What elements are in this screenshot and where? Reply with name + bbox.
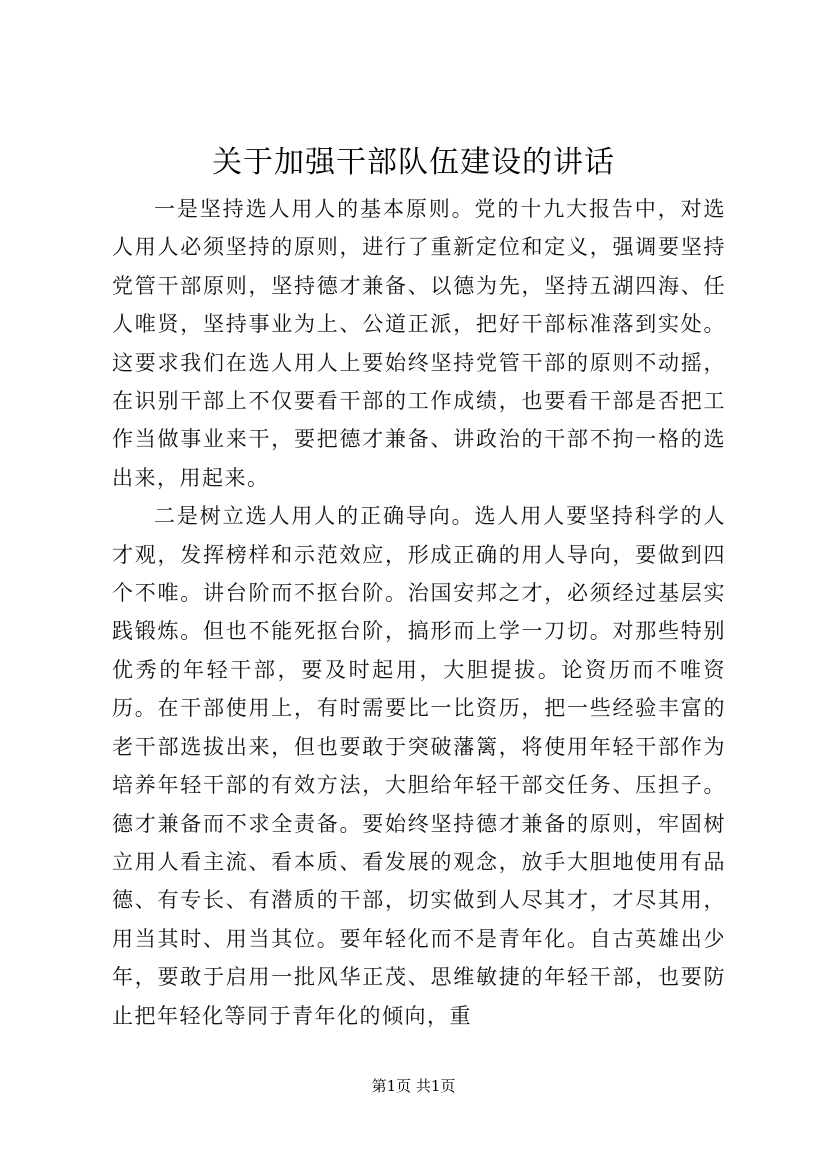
document-body	[112, 190, 726, 1035]
paragraph-2: 二是树立选人用人的正确导向。选人用人要坚持科学的人才观，发挥榜样和示范效应，形成正确的用人导向，要做到四个不唯。讲台阶而不抠台阶。治国安邦之才，必须经过基层实践锻炼。但也不能死抠台阶，搞形而上学一刀切。对那些特别优秀的年轻干部，要及时起用，大胆提拔。论资历而不唯资历。在干部使用上，有时需要比一比资历，把一些经验丰富的老干部选拔出来，但也要敢于突破藩篱，将使用年轻干部作为培养年轻干部的有效方法，大胆给年轻干部交任务、压担子。德才兼备而不求全责备。要始终坚持德才兼备的原则，牢固树立用人看主流、看本质、看发展的观念，放手大胆地使用有品德、有专长、有潜质的干部，切实做到人尽其才，才尽其用，用当其时、用当其位。要年轻化而不是青年化。自古英雄出少年，要敢于启用一批风华正茂、思维敏捷的年轻干部，也要防止把年轻化等同于青年化的倾向，重	[112, 504, 726, 1028]
page-footer: 第1页 共1页	[371, 1077, 456, 1095]
paragraph-1: 一是坚持选人用人的基本原则。党的十九大报告中，对选人用人必须坚持的原则，进行了重新定位和定义，强调要坚持党管干部原则，坚持德才兼备、以德为先，坚持五湖四海、任人唯贤，坚持事业为上、公道正派，把好干部标准落到实处。这要求我们在选人用人上要始终坚持党管干部的原则不动摇，在识别干部上不仅要看干部的工作成绩，也要看干部是否把工作当做事业来干，要把德才兼备、讲政治的干部不拘一格的选出来，用起来。	[112, 197, 726, 490]
document-title: 关于加强干部队伍建设的讲话	[212, 145, 615, 180]
